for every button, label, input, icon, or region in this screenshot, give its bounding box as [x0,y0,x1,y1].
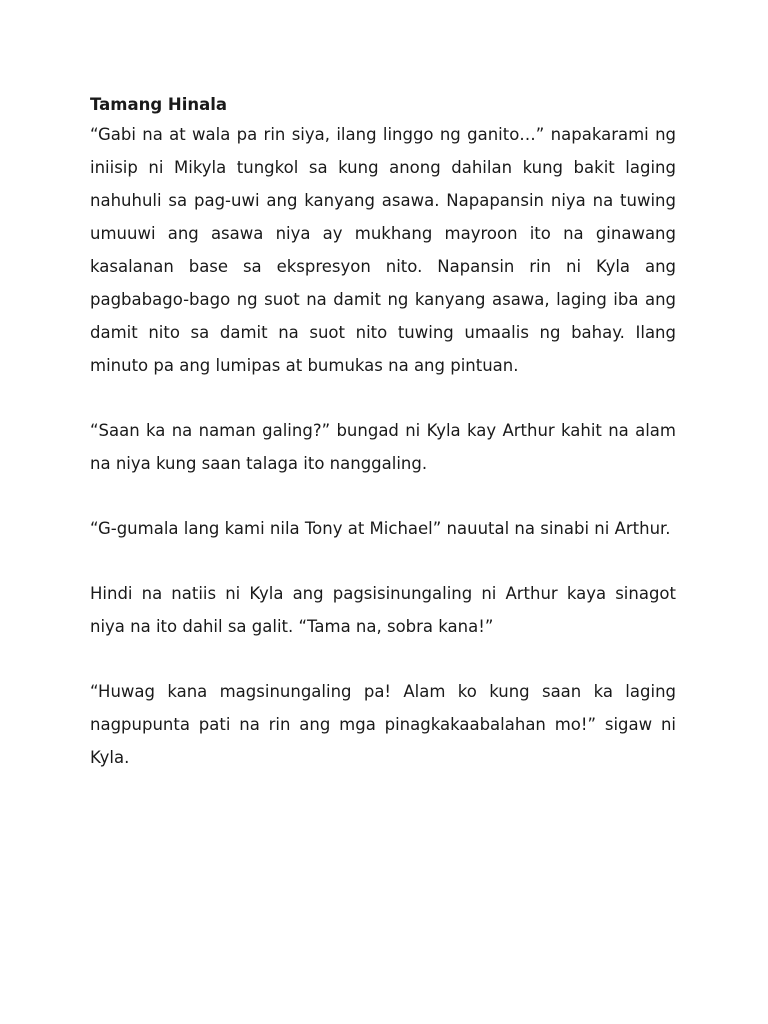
document-page [90,92,676,774]
paragraph-4: Hindi na natiis ni Kyla ang pagsisinungaling ni Arthur kaya sinagot niya na ito dahil sa galit. “Tama na, sobra kana!” [90,584,676,636]
paragraph-5: “Huwag kana magsinungaling pa! Alam ko kung saan ka laging nagpupunta pati na rin ang mga pinagkakaabalahan mo!” sigaw ni Kyla. [90,682,676,767]
paragraph-2: “Saan ka na naman galing?” bungad ni Kyla kay Arthur kahit na alam na niya kung saan talaga ito nanggaling. [90,421,676,473]
paragraph-3: “G-gumala lang kami nila Tony at Michael” nauutal na sinabi ni Arthur. [90,519,671,538]
document-title: Tamang Hinala [90,95,228,114]
paragraph-1: “Gabi na at wala pa rin siya, ilang linggo ng ganito…” napakarami ng iniisip ni Mikyla tungkol sa kung anong dahilan kung bakit laging nahuhuli sa pag-uwi ang kanyang asawa. Napapansin niya na tuwing umuuwi ang asawa niya ay mukhang mayroon ito na ginawang kasalanan base sa ekspresyon nito. Napansin rin ni Kyla ang pagbabago-bago ng suot na damit ng kanyang asawa, laging iba ang damit nito sa damit na suot nito tuwing umaalis ng bahay. Ilang minuto pa ang lumipas at bumukas na ang pintuan. [90,125,676,375]
